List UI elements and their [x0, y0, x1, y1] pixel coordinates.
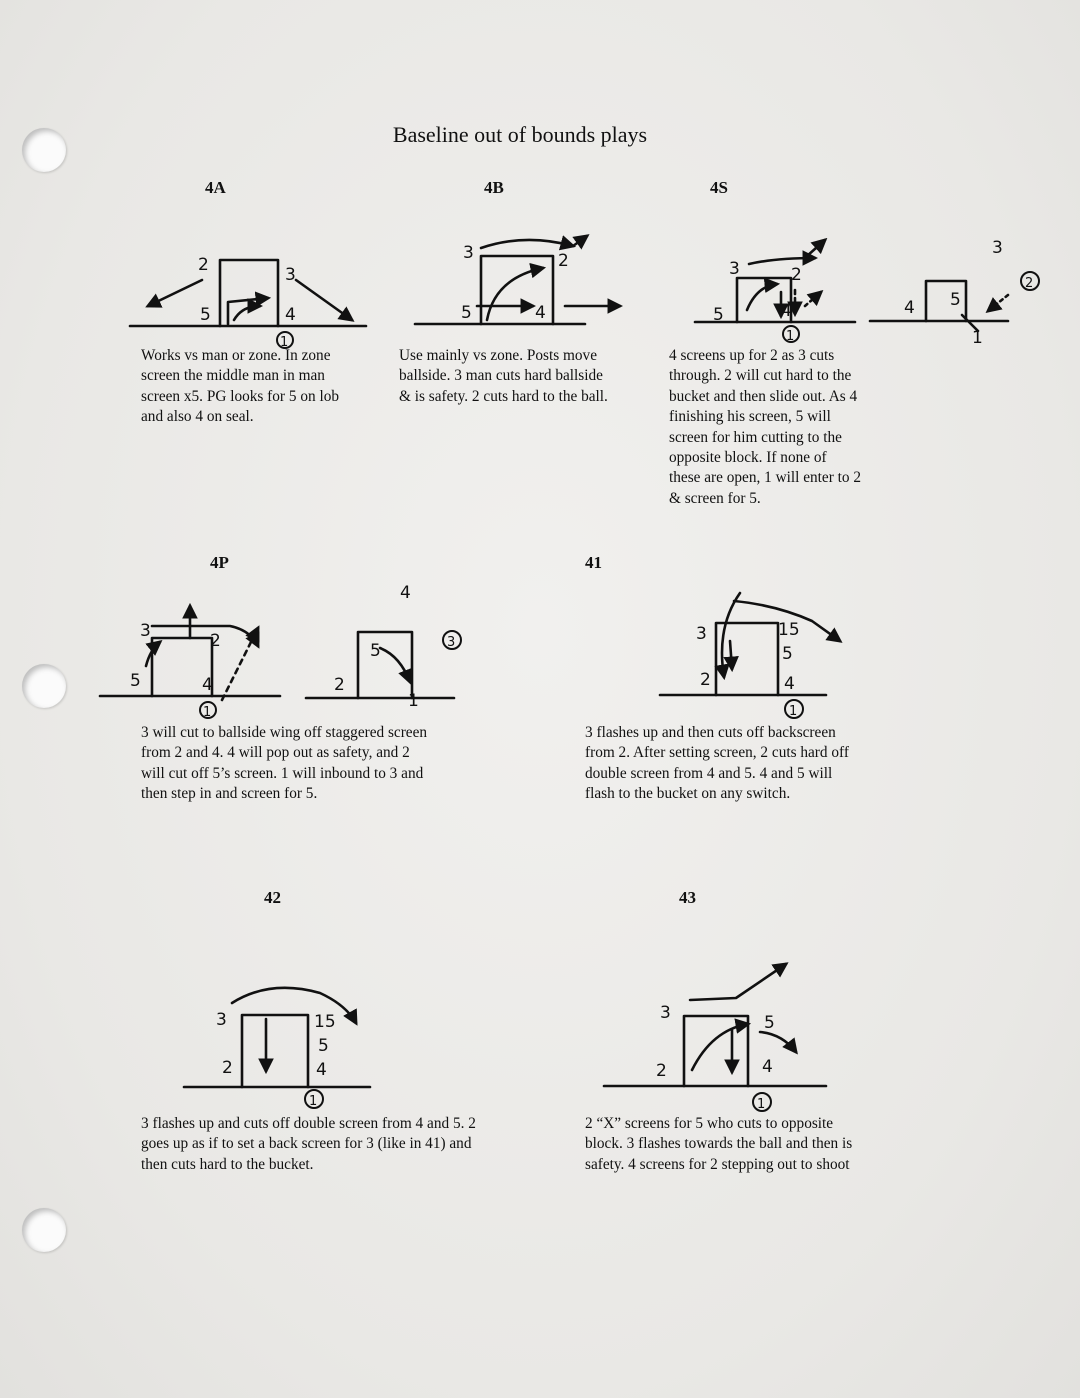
player-1: 1 — [280, 335, 289, 350]
player-5: 5 — [461, 303, 472, 323]
play-diagram-4s-entry — [868, 235, 1048, 348]
play-label-41: 41 — [585, 553, 602, 572]
player-2: 2 — [210, 631, 221, 651]
player-1: 1 — [972, 328, 983, 348]
player-3: 3 — [660, 1003, 671, 1023]
player-3: 3 — [729, 259, 740, 279]
play-description-41: 3 flashes up and then cuts off backscreen from 2. After setting screen, 2 cuts hard off double screen from 4 and 5. 4 and 5 will flash to the bucket on any switch. — [585, 724, 849, 803]
play-label-43: 43 — [679, 888, 696, 907]
play-label-42: 42 — [264, 888, 281, 907]
player-5: 5 — [782, 644, 793, 664]
player-3: 3 — [463, 243, 474, 263]
page-title: Baseline out of bounds plays — [392, 122, 648, 147]
play-label-4b: 4B — [484, 178, 504, 197]
player-15: 15 — [314, 1012, 336, 1032]
player-2: 2 — [656, 1061, 667, 1081]
player-5: 5 — [370, 641, 381, 661]
player-5: 5 — [950, 290, 961, 310]
player-3: 3 — [992, 238, 1003, 258]
play-diagram-42 — [180, 975, 390, 1115]
player-1: 1 — [203, 705, 212, 720]
player-4: 4 — [316, 1060, 327, 1080]
punch-hole — [22, 1208, 66, 1252]
play-label-4a: 4A — [205, 178, 226, 197]
player-5: 5 — [713, 305, 724, 325]
player-1: 1 — [408, 691, 419, 711]
player-3: 3 — [140, 621, 151, 641]
player-5: 5 — [130, 671, 141, 691]
player-5: 5 — [764, 1013, 775, 1033]
player-4: 4 — [781, 301, 792, 321]
player-2: 2 — [222, 1058, 233, 1078]
play-diagram-43 — [600, 960, 840, 1115]
player-2: 2 — [558, 251, 569, 271]
play-description-4b: Use mainly vs zone. Posts move ballside. 3 man cuts hard ballside & is safety. 2 cuts hard to the ball. — [399, 347, 608, 405]
play-diagram-4s — [695, 230, 865, 350]
player-3: 3 — [216, 1010, 227, 1030]
player-3: 3 — [285, 265, 296, 285]
player-15: 15 — [778, 620, 800, 640]
player-2: 2 — [198, 255, 209, 275]
player-3: 3 — [696, 624, 707, 644]
player-1: 1 — [786, 329, 795, 344]
play-description-42: 3 flashes up and cuts off double screen from 4 and 5. 2 goes up as if to set a back screen for 3 (like in 41) and then cuts hard to the bucket. — [141, 1115, 476, 1173]
play-label-4p: 4P — [210, 553, 229, 572]
player-4: 4 — [784, 674, 795, 694]
play-description-4p: 3 will cut to ballside wing off staggered screen from 2 and 4. 4 will pop out as safety, and 2 will cut off 5’s screen. 1 will inbound to 3 and then step in and screen for 5. — [141, 724, 428, 803]
player-4: 4 — [400, 583, 411, 603]
play-diagram-4a — [130, 240, 370, 355]
punch-hole — [22, 664, 66, 708]
player-4: 4 — [904, 298, 915, 318]
player-5: 5 — [318, 1036, 329, 1056]
player-2: 2 — [334, 675, 345, 695]
player-4: 4 — [285, 305, 296, 325]
player-4: 4 — [535, 303, 546, 323]
play-diagram-41 — [660, 585, 860, 720]
play-diagram-4p — [100, 596, 290, 721]
player-1: 1 — [309, 1094, 318, 1109]
player-1: 1 — [789, 704, 798, 719]
play-label-4s: 4S — [710, 178, 728, 197]
play-description-4s: 4 screens up for 2 as 3 cuts through. 2 will cut hard to the bucket and then slide out. As 4 finishing his screen, 5 will screen for him cutting to the opposite block. If none of these are open, 1 will enter to 2 & screen for 5. — [669, 347, 861, 507]
player-4: 4 — [202, 675, 213, 695]
play-description-43: 2 “X” screens for 5 who cuts to opposite block. 3 flashes towards the ball and then is safety. 4 screens for 2 stepping out to shoot — [585, 1115, 853, 1173]
play-diagram-4p-entry — [300, 578, 480, 711]
player-1: 1 — [757, 1097, 766, 1112]
player-2: 2 — [1025, 276, 1034, 291]
player-5: 5 — [200, 305, 211, 325]
play-diagram-4b — [415, 228, 635, 343]
player-2: 2 — [791, 265, 802, 285]
player-4: 4 — [762, 1057, 773, 1077]
player-2: 2 — [700, 670, 711, 690]
player-3: 3 — [447, 635, 456, 650]
play-description-4a: Works vs man or zone. In zone screen the middle man in man screen x5. PG looks for 5 on lob and also 4 on seal. — [141, 347, 339, 426]
